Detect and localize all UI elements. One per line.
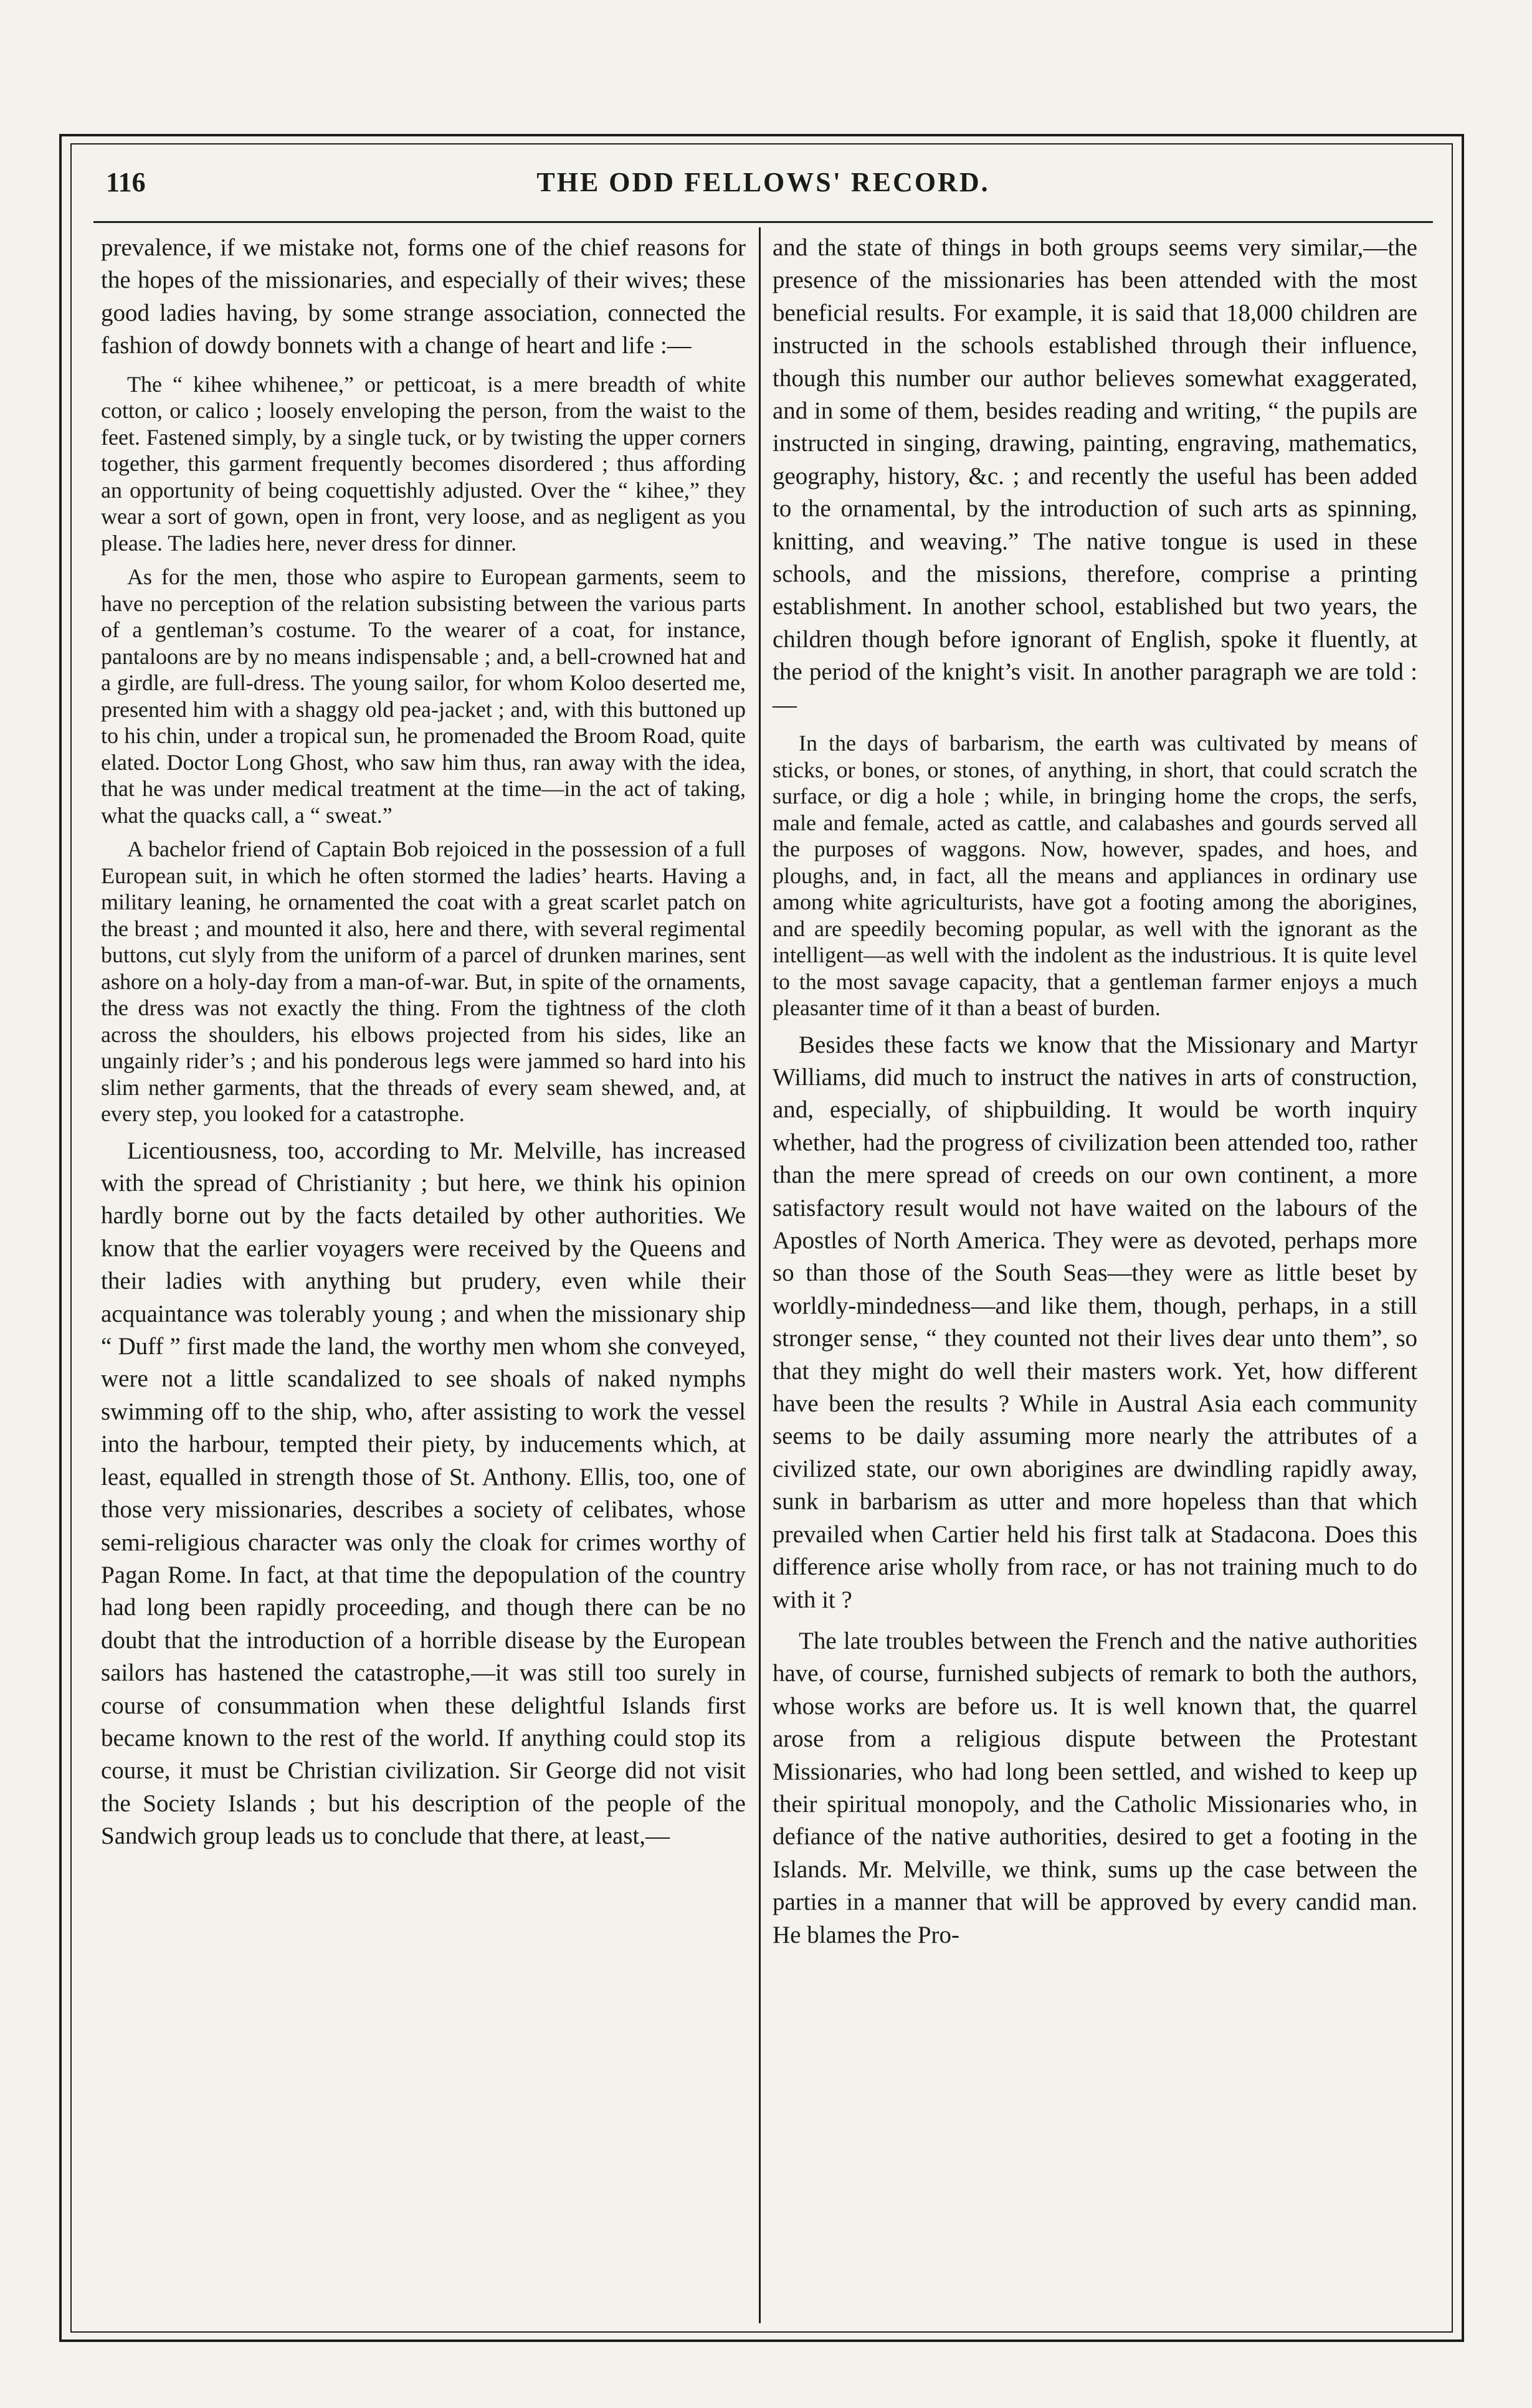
paragraph: and the state of things in both groups seems very similar,—the presence of the missionaries has been attended with the most beneficial results. For example, it is said that 18,000 children are instructed in the schools established through their influence, though this number our author believes somewhat exaggerated, and in some of them, besides reading and writing, “ the pupils are instructed in singing, drawing, painting, engraving, mathematics, geography, history, &c. ; and recently the useful has been added to the ornamental, by the introduction of such arts as spinning, knitting, and weaving.” The native tongue is used in these schools, and the missions, therefore, comprise a printing establishment. In another school, established but two years, the children though before ignorant of English, spoke it fluently, at the period of the knight’s visit. In another paragraph we are told :— (773, 234, 1417, 718)
quoted-paragraph: A bachelor friend of Captain Bob rejoiced in the possession of a full European suit, in which he often stormed the ladies’ hearts. Having a military leaning, he ornamented the coat with a great scarlet patch on the breast ; and mounted it also, here and there, with several regimental buttons, cut slyly from the uniform of a parcel of drunken marines, sent ashore on a holy-day from a man-of-war. But, in spite of the ornaments, the dress was not exactly the thing. From the tightness of the cloth across the shoulders, his elbows projected from his sides, like an ungainly rider’s ; and his ponderous legs were jammed so hard into his slim nether garments, that the threads of every seam shewed, and, at every step, you looked for a catastrophe. (101, 837, 746, 1127)
page-number: 116 (106, 167, 146, 197)
column-divider (759, 227, 761, 2323)
paragraph: Licentiousness, too, according to Mr. Melville, has increased with the spread of Christianity ; but here, we think his opinion hardly borne out by the facts detailed by other authorities. We know that the earlier voyagers were received by the Queens and their ladies with anything but prudery, even while their acquaintance was tolerably young ; and when the missionary ship “ Duff ” first made the land, the worthy men whom she conveyed, were not a little scandalized to see shoals of naked nymphs swimming off to the ship, who, after assisting to work the vessel into the harbour, tempted their piety, by inducements which, at least, equalled in strength those of St. Anthony. Ellis, too, one of those very missionaries, describes a society of celibates, whose semi-religious character was only the cloak for crimes worthy of Pagan Rome. In fact, at that time the depopulation of the country had long been rapidly proceeding, and though there can be no doubt that the introduction of a horrible disease by the European sailors has hastened the catastrophe,—it was still too surely in course of consummation when these delightful Islands first became known to the rest of the world. If anything could stop its course, it must be Christian civilization. Sir George did not visit the Society Islands ; but his description of the people of the Sandwich group leads us to conclude that there, at least,— (101, 1137, 746, 1850)
paragraph: The late troubles between the French and the native authorities have, of course, furnished subjects of remark to both the authors, whose works are before us. It is well known that, the quarrel arose from a religious dispute between the Protestant Missionaries, who had long been settled, and wished to keep up their spiritual monopoly, and the Catholic Missionaries who, in defiance of the native authorities, desired to get a footing in the Islands. Mr. Melville, we think, sums up the case between the parties in a manner that will be approved by every candid man. He blames the Pro- (773, 1627, 1417, 1948)
paragraph: prevalence, if we mistake not, forms one of the chief reasons for the hopes of the missionaries, and especially of their wives; these good ladies having, by some strange association, connected the fashion of dowdy bonnets with a change of heart and life :— (101, 234, 746, 359)
quoted-paragraph: In the days of barbarism, the earth was cultivated by means of sticks, or bones, or stones, of anything, in short, that could scratch the surface, or dig a hole ; while, in bringing home the crops, the serfs, male and female, acted as cattle, and calabashes and gourds served all the purposes of waggons. Now, however, spades, and hoes, and ploughs, and, in fact, all the means and appliances in ordinary use among white agriculturists, have got a footing among the aborigines, and are speedily becoming popular, as well with the ignorant as the intelligent—as well with the indolent as the industrious. It is quite level to the most savage capacity, that a gentleman farmer enjoys a much pleasanter time of it than a beast of burden. (773, 731, 1417, 1021)
header-rule (93, 221, 1433, 223)
quoted-paragraph: The “ kihee whihenee,” or petticoat, is a mere breadth of white cotton, or calico ; loosely enveloping the person, from the waist to the feet. Fastened simply, by a single tuck, or by twisting the upper corners together, this garment frequently becomes disordered ; thus affording an opportunity of being coquettishly adjusted. Over the “ kihee,” they wear a sort of gown, open in front, very loose, and as negligent as you please. The ladies here, never dress for dinner. (101, 371, 746, 556)
right-column (773, 232, 1417, 1960)
left-column (101, 232, 746, 1862)
quoted-paragraph: As for the men, those who aspire to European garments, seem to have no perception of the relation subsisting between the various parts of a gentleman’s costume. To the wearer of a coat, for instance, pantaloons are by no means indispensable ; and, a bell-crowned hat and a girdle, are full-dress. The young sailor, for whom Koloo deserted me, presented him with a shaggy old pea-jacket ; and, with this buttoned up to his chin, under a tropical sun, he promenaded the Broom Road, quite elated. Doctor Long Ghost, who saw him thus, ran away with the idea, that he was under medical treatment at the time—in the act of taking, what the quacks call, a “ sweat.” (101, 564, 746, 828)
page-header (93, 159, 1433, 209)
running-title: THE ODD FELLOWS' RECORD. (536, 167, 990, 197)
paragraph: Besides these facts we know that the Missionary and Martyr Williams, did much to instruct the natives in arts of construction, and, especially, of shipbuilding. It would be worth inquiry whether, had the progress of civilization been attended too, rather than the mere spread of creeds on our own continent, a more satisfactory result would not have waited on the labours of the Apostles of North America. They were as devoted, perhaps more so than those of the South Seas—they were as little beset by worldly-mindedness—and like them, though, perhaps, in a still stronger sense, “ they counted not their lives dear unto them”, so that they might do well their masters work. Yet, how different have been the results ? While in Austral Asia each community seems to be daily assuming more nearly the attributes of a civilized state, our own aborigines are dwindling rapidly away, sunk in barbarism as utter and more hopeless than that which prevailed when Cartier held his first talk at Stadacona. Does this difference arise wholly from race, or has not training much to do with it ? (773, 1031, 1417, 1613)
